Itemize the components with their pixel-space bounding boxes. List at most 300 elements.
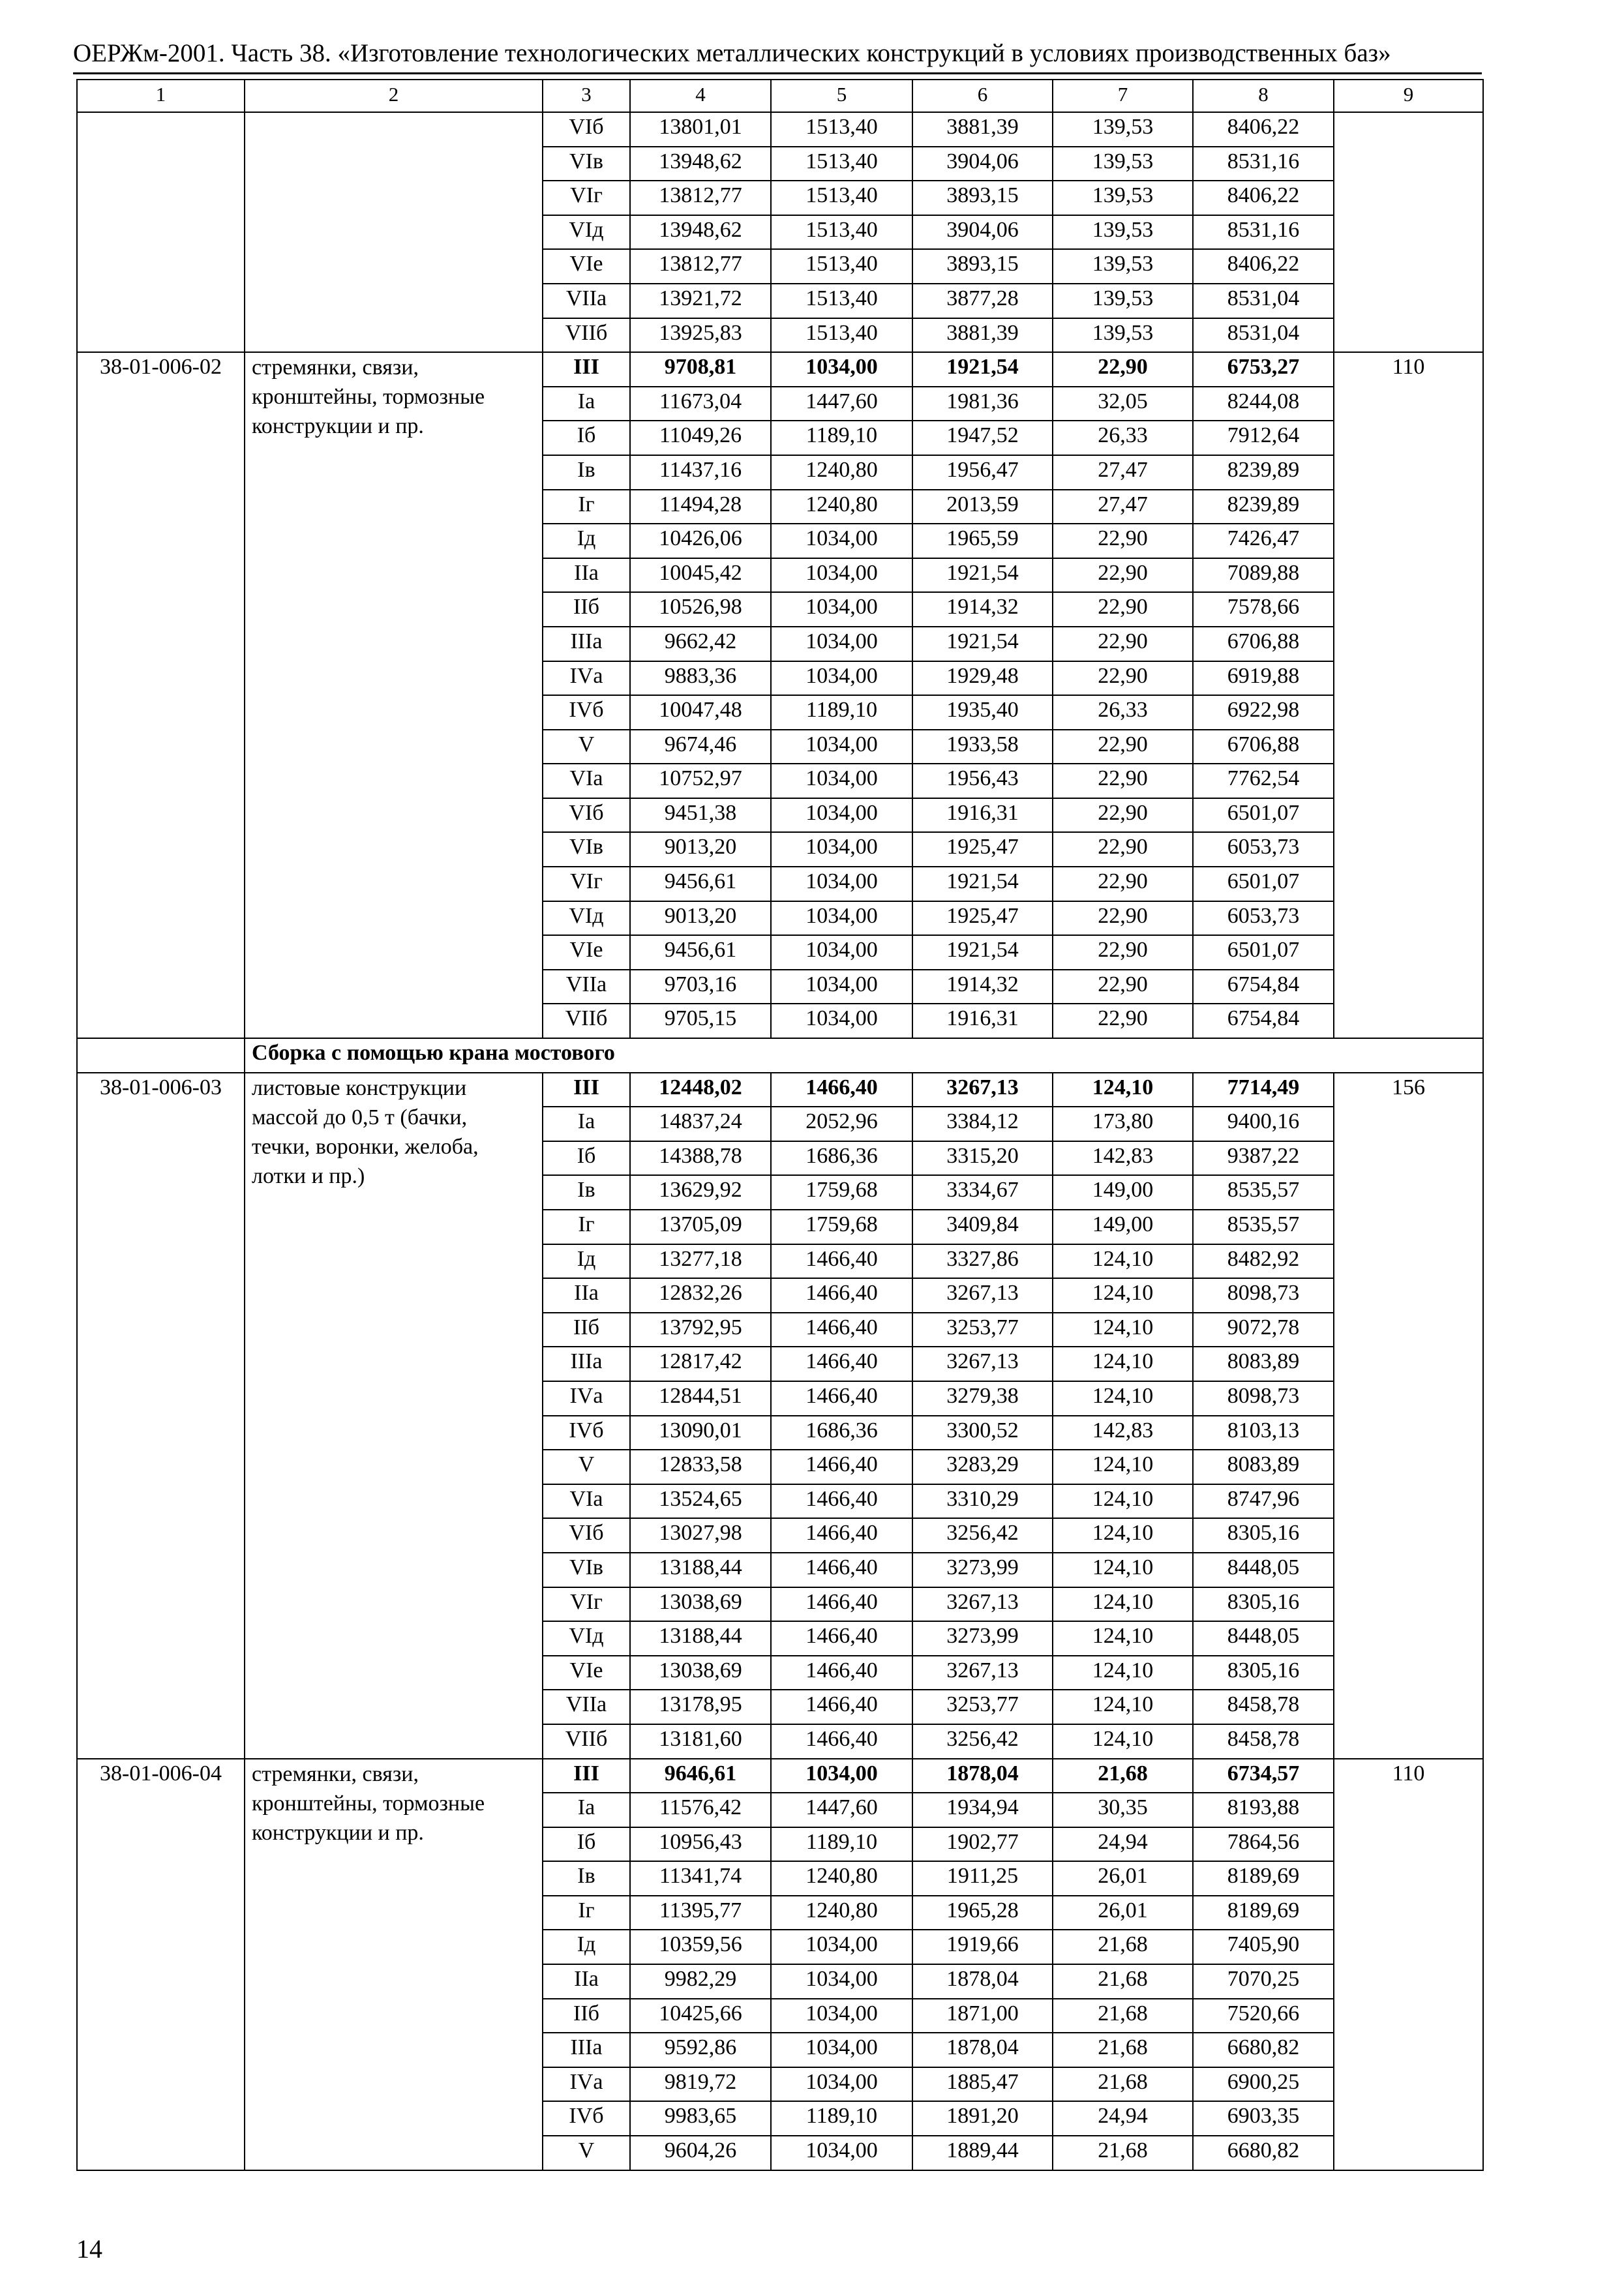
- value-cell: 1466,40: [771, 1278, 912, 1313]
- value-cell: 1513,40: [771, 112, 912, 147]
- value-cell: 3279,38: [912, 1381, 1053, 1416]
- value-cell: 22,90: [1053, 730, 1193, 764]
- value-cell: 9646,61: [630, 1759, 771, 1793]
- value-cell: 8098,73: [1193, 1381, 1334, 1416]
- value-cell: 12817,42: [630, 1347, 771, 1381]
- value-cell: 26,01: [1053, 1896, 1193, 1930]
- value-cell: 13925,83: [630, 318, 771, 353]
- rate-description: [245, 1759, 543, 2170]
- value-cell: 11341,74: [630, 1861, 771, 1896]
- value-cell: 1921,54: [912, 352, 1053, 387]
- value-cell: 9072,78: [1193, 1313, 1334, 1347]
- description-line: конструкции и пр.: [252, 1820, 424, 1845]
- value-cell: 8244,08: [1193, 387, 1334, 421]
- value-cell: 9819,72: [630, 2067, 771, 2102]
- zone-cell: VIв: [543, 1553, 630, 1587]
- value-cell: 1466,40: [771, 1656, 912, 1690]
- zone-cell: VIг: [543, 867, 630, 901]
- value-cell: 1902,77: [912, 1827, 1053, 1862]
- value-cell: 139,53: [1053, 284, 1193, 318]
- value-cell: 1189,10: [771, 2101, 912, 2136]
- value-cell: 1034,00: [771, 661, 912, 696]
- value-cell: 9592,86: [630, 2033, 771, 2067]
- value-cell: 1466,40: [771, 1381, 912, 1416]
- zone-cell: III: [543, 352, 630, 387]
- rate-code: [77, 112, 245, 352]
- value-cell: 22,90: [1053, 935, 1193, 970]
- value-cell: 11576,42: [630, 1793, 771, 1827]
- value-cell: 139,53: [1053, 249, 1193, 284]
- value-cell: 13090,01: [630, 1416, 771, 1450]
- value-cell: 32,05: [1053, 387, 1193, 421]
- value-cell: 1914,32: [912, 592, 1053, 627]
- value-cell: 14388,78: [630, 1141, 771, 1176]
- zone-cell: Iб: [543, 1141, 630, 1176]
- zone-cell: IIа: [543, 558, 630, 593]
- rate-description: [245, 112, 543, 352]
- value-cell: 8406,22: [1193, 249, 1334, 284]
- value-cell: 8535,57: [1193, 1175, 1334, 1210]
- value-cell: 21,68: [1053, 2136, 1193, 2170]
- value-cell: 1759,68: [771, 1210, 912, 1244]
- zone-cell: V: [543, 2136, 630, 2170]
- rate-description: [245, 1073, 543, 1759]
- zone-cell: III: [543, 1759, 630, 1793]
- value-cell: 13027,98: [630, 1518, 771, 1553]
- value-cell: 22,90: [1053, 1004, 1193, 1038]
- value-cell: 1466,40: [771, 1587, 912, 1622]
- zone-cell: IVб: [543, 695, 630, 730]
- column-number: 1: [77, 80, 245, 112]
- value-cell: 1034,00: [771, 2067, 912, 2102]
- zone-cell: VIд: [543, 901, 630, 936]
- value-cell: 124,10: [1053, 1553, 1193, 1587]
- value-cell: 1034,00: [771, 592, 912, 627]
- value-cell: 1513,40: [771, 249, 912, 284]
- value-cell: 6053,73: [1193, 832, 1334, 867]
- value-cell: 10752,97: [630, 764, 771, 798]
- zone-cell: VIIа: [543, 1690, 630, 1724]
- value-cell: 13181,60: [630, 1724, 771, 1759]
- zone-cell: V: [543, 730, 630, 764]
- value-cell: 11494,28: [630, 490, 771, 524]
- zone-cell: Iб: [543, 1827, 630, 1862]
- value-cell: 1513,40: [771, 215, 912, 250]
- value-cell: 3315,20: [912, 1141, 1053, 1176]
- value-cell: 9387,22: [1193, 1141, 1334, 1176]
- value-cell: 1447,60: [771, 1793, 912, 1827]
- value-cell: 8448,05: [1193, 1553, 1334, 1587]
- value-cell: 22,90: [1053, 352, 1193, 387]
- value-cell: 2052,96: [771, 1107, 912, 1141]
- value-cell: 9604,26: [630, 2136, 771, 2170]
- value-cell: 8083,89: [1193, 1347, 1334, 1381]
- header-rule: [73, 72, 1482, 74]
- value-cell: 9456,61: [630, 867, 771, 901]
- value-cell: 3253,77: [912, 1313, 1053, 1347]
- column-number: 4: [630, 80, 771, 112]
- value-cell: 124,10: [1053, 1450, 1193, 1484]
- value-cell: 1034,00: [771, 524, 912, 558]
- zone-cell: III: [543, 1073, 630, 1107]
- column-number: 2: [245, 80, 543, 112]
- value-cell: 139,53: [1053, 112, 1193, 147]
- value-cell: 1466,40: [771, 1347, 912, 1381]
- value-cell: 13801,01: [630, 112, 771, 147]
- value-cell: 8305,16: [1193, 1587, 1334, 1622]
- value-cell: 9708,81: [630, 352, 771, 387]
- value-cell: 12832,26: [630, 1278, 771, 1313]
- value-cell: 22,90: [1053, 867, 1193, 901]
- rate-row: [77, 1073, 1483, 1107]
- measure-cell: [1334, 112, 1483, 352]
- value-cell: 142,83: [1053, 1416, 1193, 1450]
- value-cell: 9456,61: [630, 935, 771, 970]
- value-cell: 13038,69: [630, 1656, 771, 1690]
- value-cell: 1513,40: [771, 318, 912, 353]
- value-cell: 1921,54: [912, 867, 1053, 901]
- value-cell: 1447,60: [771, 387, 912, 421]
- zone-cell: VIг: [543, 181, 630, 215]
- zone-cell: Iд: [543, 1930, 630, 1964]
- value-cell: 24,94: [1053, 2101, 1193, 2136]
- zone-cell: VIб: [543, 112, 630, 147]
- value-cell: 6900,25: [1193, 2067, 1334, 2102]
- zone-cell: VIе: [543, 1656, 630, 1690]
- zone-cell: IIIа: [543, 627, 630, 661]
- value-cell: 1466,40: [771, 1244, 912, 1279]
- value-cell: 11673,04: [630, 387, 771, 421]
- value-cell: 1034,00: [771, 2136, 912, 2170]
- value-cell: 8103,13: [1193, 1416, 1334, 1450]
- value-cell: 22,90: [1053, 901, 1193, 936]
- value-cell: 13812,77: [630, 249, 771, 284]
- value-cell: 13948,62: [630, 215, 771, 250]
- description-line: стремянки, связи,: [252, 1761, 419, 1786]
- value-cell: 6680,82: [1193, 2136, 1334, 2170]
- value-cell: 10526,98: [630, 592, 771, 627]
- section-title: Сборка с помощью крана мостового: [245, 1038, 1483, 1073]
- rates-table: [76, 79, 1484, 2171]
- value-cell: 9400,16: [1193, 1107, 1334, 1141]
- value-cell: 3877,28: [912, 284, 1053, 318]
- value-cell: 1759,68: [771, 1175, 912, 1210]
- zone-cell: VIIа: [543, 284, 630, 318]
- value-cell: 6680,82: [1193, 2033, 1334, 2067]
- value-cell: 1034,00: [771, 730, 912, 764]
- value-cell: 1934,94: [912, 1793, 1053, 1827]
- value-cell: 3384,12: [912, 1107, 1053, 1141]
- column-number: 3: [543, 80, 630, 112]
- value-cell: 173,80: [1053, 1107, 1193, 1141]
- value-cell: 7089,88: [1193, 558, 1334, 593]
- value-cell: 13629,92: [630, 1175, 771, 1210]
- value-cell: 3256,42: [912, 1724, 1053, 1759]
- zone-cell: IIIа: [543, 1347, 630, 1381]
- zone-cell: VIг: [543, 1587, 630, 1622]
- value-cell: 1929,48: [912, 661, 1053, 696]
- value-cell: 30,35: [1053, 1793, 1193, 1827]
- value-cell: 3327,86: [912, 1244, 1053, 1279]
- value-cell: 1466,40: [771, 1621, 912, 1656]
- value-cell: 124,10: [1053, 1313, 1193, 1347]
- value-cell: 3881,39: [912, 318, 1053, 353]
- value-cell: 1189,10: [771, 695, 912, 730]
- value-cell: 13812,77: [630, 181, 771, 215]
- value-cell: 1240,80: [771, 1896, 912, 1930]
- value-cell: 3893,15: [912, 181, 1053, 215]
- value-cell: 1466,40: [771, 1073, 912, 1107]
- value-cell: 1240,80: [771, 455, 912, 490]
- value-cell: 12448,02: [630, 1073, 771, 1107]
- value-cell: 1034,00: [771, 901, 912, 936]
- value-cell: 10045,42: [630, 558, 771, 593]
- value-cell: 9703,16: [630, 970, 771, 1004]
- value-cell: 1466,40: [771, 1484, 912, 1519]
- description-line: конструкции и пр.: [252, 414, 424, 439]
- value-cell: 8083,89: [1193, 1450, 1334, 1484]
- value-cell: 10426,06: [630, 524, 771, 558]
- value-cell: 1034,00: [771, 832, 912, 867]
- section-row: [77, 1038, 1483, 1073]
- value-cell: 13792,95: [630, 1313, 771, 1347]
- value-cell: 8406,22: [1193, 112, 1334, 147]
- column-number: 8: [1193, 80, 1334, 112]
- value-cell: 1466,40: [771, 1690, 912, 1724]
- value-cell: 124,10: [1053, 1621, 1193, 1656]
- value-cell: 1240,80: [771, 1861, 912, 1896]
- value-cell: 13277,18: [630, 1244, 771, 1279]
- value-cell: 9883,36: [630, 661, 771, 696]
- value-cell: 6922,98: [1193, 695, 1334, 730]
- value-cell: 1965,28: [912, 1896, 1053, 1930]
- value-cell: 1034,00: [771, 1999, 912, 2033]
- value-cell: 1034,00: [771, 1759, 912, 1793]
- value-cell: 1956,43: [912, 764, 1053, 798]
- value-cell: 9451,38: [630, 798, 771, 833]
- zone-cell: Iа: [543, 1793, 630, 1827]
- value-cell: 21,68: [1053, 2033, 1193, 2067]
- value-cell: 1878,04: [912, 1759, 1053, 1793]
- value-cell: 7578,66: [1193, 592, 1334, 627]
- description-line: лотки и пр.): [252, 1163, 365, 1188]
- value-cell: 3409,84: [912, 1210, 1053, 1244]
- value-cell: 1034,00: [771, 935, 912, 970]
- value-cell: 124,10: [1053, 1587, 1193, 1622]
- value-cell: 13178,95: [630, 1690, 771, 1724]
- value-cell: 22,90: [1053, 627, 1193, 661]
- description-line: течки, воронки, желоба,: [252, 1134, 479, 1159]
- zone-cell: VIд: [543, 1621, 630, 1656]
- value-cell: 124,10: [1053, 1724, 1193, 1759]
- value-cell: 8189,69: [1193, 1861, 1334, 1896]
- value-cell: 1513,40: [771, 181, 912, 215]
- value-cell: 3893,15: [912, 249, 1053, 284]
- value-cell: 3300,52: [912, 1416, 1053, 1450]
- value-cell: 8305,16: [1193, 1518, 1334, 1553]
- value-cell: 12844,51: [630, 1381, 771, 1416]
- value-cell: 13524,65: [630, 1484, 771, 1519]
- value-cell: 1878,04: [912, 2033, 1053, 2067]
- value-cell: 1466,40: [771, 1313, 912, 1347]
- zone-cell: Iг: [543, 1210, 630, 1244]
- description-line: кронштейны, тормозные: [252, 385, 485, 410]
- value-cell: 13705,09: [630, 1210, 771, 1244]
- value-cell: 21,68: [1053, 2067, 1193, 2102]
- column-number: 5: [771, 80, 912, 112]
- value-cell: 124,10: [1053, 1484, 1193, 1519]
- value-cell: 6706,88: [1193, 730, 1334, 764]
- value-cell: 13948,62: [630, 147, 771, 181]
- value-cell: 3904,06: [912, 215, 1053, 250]
- value-cell: 1878,04: [912, 1964, 1053, 1999]
- rate-code: 38-01-006-02: [77, 352, 245, 1038]
- value-cell: 124,10: [1053, 1381, 1193, 1416]
- value-cell: 6754,84: [1193, 970, 1334, 1004]
- zone-cell: Iг: [543, 1896, 630, 1930]
- value-cell: 22,90: [1053, 558, 1193, 593]
- value-cell: 22,90: [1053, 970, 1193, 1004]
- value-cell: 3256,42: [912, 1518, 1053, 1553]
- value-cell: 10359,56: [630, 1930, 771, 1964]
- zone-cell: IVа: [543, 1381, 630, 1416]
- value-cell: 7912,64: [1193, 421, 1334, 455]
- zone-cell: IVа: [543, 2067, 630, 2102]
- value-cell: 3267,13: [912, 1587, 1053, 1622]
- value-cell: 1034,00: [771, 1930, 912, 1964]
- value-cell: 26,33: [1053, 421, 1193, 455]
- value-cell: 6053,73: [1193, 901, 1334, 936]
- value-cell: 149,00: [1053, 1210, 1193, 1244]
- zone-cell: Iв: [543, 1175, 630, 1210]
- value-cell: 139,53: [1053, 147, 1193, 181]
- value-cell: 3881,39: [912, 112, 1053, 147]
- value-cell: 8193,88: [1193, 1793, 1334, 1827]
- value-cell: 9662,42: [630, 627, 771, 661]
- zone-cell: Iв: [543, 1861, 630, 1896]
- value-cell: 26,33: [1053, 695, 1193, 730]
- zone-cell: VIIб: [543, 1724, 630, 1759]
- value-cell: 2013,59: [912, 490, 1053, 524]
- value-cell: 1466,40: [771, 1518, 912, 1553]
- value-cell: 7426,47: [1193, 524, 1334, 558]
- value-cell: 3253,77: [912, 1690, 1053, 1724]
- value-cell: 124,10: [1053, 1073, 1193, 1107]
- value-cell: 8239,89: [1193, 490, 1334, 524]
- zone-cell: VIд: [543, 215, 630, 250]
- value-cell: 6919,88: [1193, 661, 1334, 696]
- value-cell: 124,10: [1053, 1656, 1193, 1690]
- rates-table-body: [77, 80, 1483, 2170]
- value-cell: 3267,13: [912, 1347, 1053, 1381]
- value-cell: 139,53: [1053, 215, 1193, 250]
- value-cell: 6754,84: [1193, 1004, 1334, 1038]
- value-cell: 21,68: [1053, 1930, 1193, 1964]
- zone-cell: VIа: [543, 764, 630, 798]
- value-cell: 9013,20: [630, 832, 771, 867]
- value-cell: 1513,40: [771, 284, 912, 318]
- value-cell: 1889,44: [912, 2136, 1053, 2170]
- value-cell: 22,90: [1053, 661, 1193, 696]
- value-cell: 1871,00: [912, 1999, 1053, 2033]
- value-cell: 22,90: [1053, 524, 1193, 558]
- value-cell: 1911,25: [912, 1861, 1053, 1896]
- value-cell: 7405,90: [1193, 1930, 1334, 1964]
- zone-cell: Iд: [543, 524, 630, 558]
- zone-cell: Iб: [543, 421, 630, 455]
- value-cell: 8305,16: [1193, 1656, 1334, 1690]
- value-cell: 1686,36: [771, 1141, 912, 1176]
- value-cell: 1914,32: [912, 970, 1053, 1004]
- value-cell: 1956,47: [912, 455, 1053, 490]
- value-cell: 139,53: [1053, 318, 1193, 353]
- value-cell: 9982,29: [630, 1964, 771, 1999]
- value-cell: 1466,40: [771, 1724, 912, 1759]
- zone-cell: VIе: [543, 935, 630, 970]
- column-number: 7: [1053, 80, 1193, 112]
- value-cell: 124,10: [1053, 1347, 1193, 1381]
- zone-cell: Iа: [543, 1107, 630, 1141]
- zone-cell: VIа: [543, 1484, 630, 1519]
- value-cell: 22,90: [1053, 592, 1193, 627]
- value-cell: 3267,13: [912, 1656, 1053, 1690]
- zone-cell: Iг: [543, 490, 630, 524]
- value-cell: 14837,24: [630, 1107, 771, 1141]
- value-cell: 21,68: [1053, 1999, 1193, 2033]
- value-cell: 1916,31: [912, 798, 1053, 833]
- value-cell: 3267,13: [912, 1278, 1053, 1313]
- value-cell: 6501,07: [1193, 798, 1334, 833]
- value-cell: 8535,57: [1193, 1210, 1334, 1244]
- value-cell: 1919,66: [912, 1930, 1053, 1964]
- value-cell: 1034,00: [771, 970, 912, 1004]
- value-cell: 22,90: [1053, 832, 1193, 867]
- value-cell: 8239,89: [1193, 455, 1334, 490]
- value-cell: 6753,27: [1193, 352, 1334, 387]
- value-cell: 1189,10: [771, 421, 912, 455]
- value-cell: 3267,13: [912, 1073, 1053, 1107]
- zone-cell: Iд: [543, 1244, 630, 1279]
- value-cell: 3334,67: [912, 1175, 1053, 1210]
- zone-cell: IIа: [543, 1964, 630, 1999]
- value-cell: 13188,44: [630, 1553, 771, 1587]
- value-cell: 3904,06: [912, 147, 1053, 181]
- value-cell: 6706,88: [1193, 627, 1334, 661]
- value-cell: 9013,20: [630, 901, 771, 936]
- page-number: 14: [76, 2234, 102, 2264]
- value-cell: 8531,16: [1193, 215, 1334, 250]
- value-cell: 26,01: [1053, 1861, 1193, 1896]
- column-number-row: [77, 80, 1483, 112]
- value-cell: 1925,47: [912, 901, 1053, 936]
- column-number: 6: [912, 80, 1053, 112]
- value-cell: 1034,00: [771, 764, 912, 798]
- zone-cell: VIб: [543, 798, 630, 833]
- value-cell: 142,83: [1053, 1141, 1193, 1176]
- value-cell: 1034,00: [771, 558, 912, 593]
- value-cell: 1921,54: [912, 627, 1053, 661]
- value-cell: 8531,16: [1193, 147, 1334, 181]
- value-cell: 7864,56: [1193, 1827, 1334, 1862]
- value-cell: 8448,05: [1193, 1621, 1334, 1656]
- description-line: массой до 0,5 т (бачки,: [252, 1105, 468, 1130]
- value-cell: 3283,29: [912, 1450, 1053, 1484]
- rate-code: 38-01-006-03: [77, 1073, 245, 1759]
- value-cell: 1935,40: [912, 695, 1053, 730]
- value-cell: 8098,73: [1193, 1278, 1334, 1313]
- value-cell: 7070,25: [1193, 1964, 1334, 1999]
- value-cell: 1189,10: [771, 1827, 912, 1862]
